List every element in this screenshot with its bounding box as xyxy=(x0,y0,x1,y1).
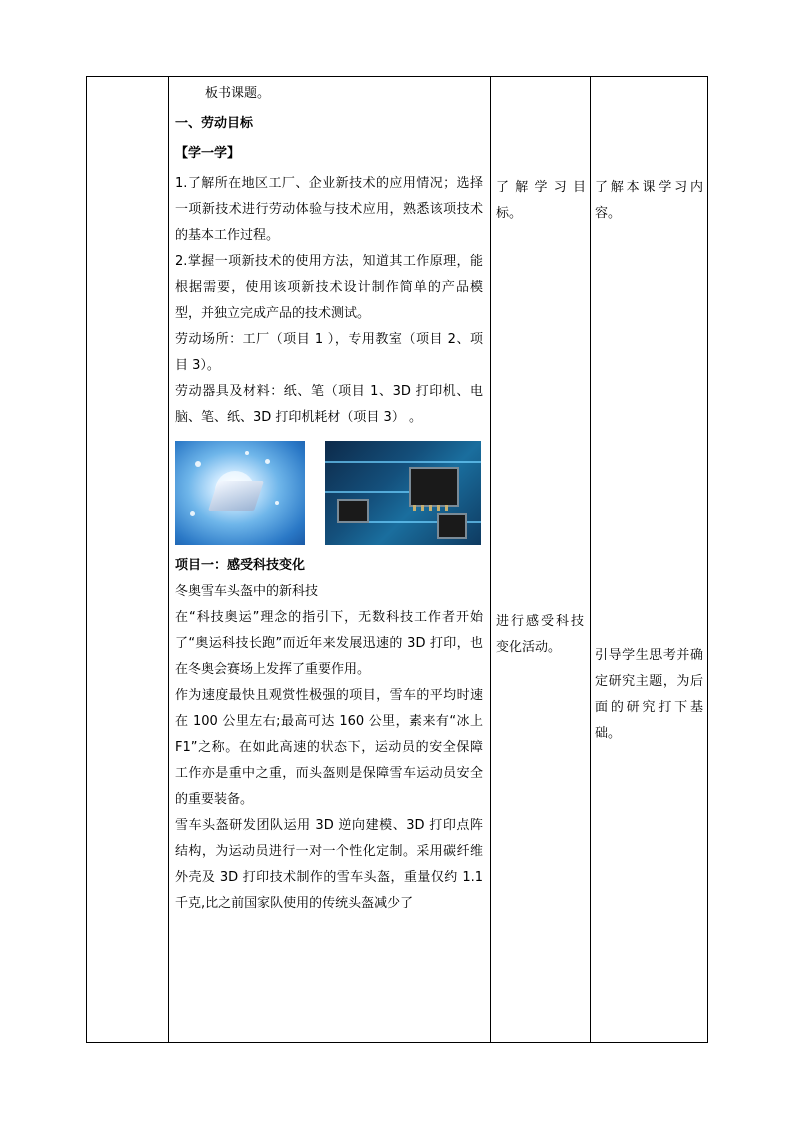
column-divider xyxy=(490,77,491,1042)
project-title: 项目一：感受科技变化 xyxy=(175,558,306,573)
circuit-board-image xyxy=(325,441,481,545)
teaching-content-cell xyxy=(169,77,489,917)
student-activity-1: 了解学习目标。 xyxy=(496,180,586,221)
design-purpose-2: 引导学生思考并确定研究主题，为后面的研究打下基础。 xyxy=(595,648,703,741)
materials-text: 劳动器具及材料：纸、笔（项目 1、3D 打印机、电脑、笔、纸、3D 打印机耗材（项目 3） 。 xyxy=(175,384,483,425)
lesson-table xyxy=(86,76,708,1043)
section-title: 一、劳动目标 xyxy=(175,116,254,131)
design-purpose-1: 了解本课学习内容。 xyxy=(595,180,703,221)
illustration-row xyxy=(175,441,483,545)
goal-2: 2.掌握一项新技术的使用方法，知道其工作原理，能根据需要，使用该项新技术设计制作简单的产品模型，并独立完成产品的技术测试。 xyxy=(175,254,483,321)
paragraph-1: 在“科技奥运”理念的指引下，无数科技工作者开始了“奥运科技长跑”而近年来发展迅速的 3D 打印，也在冬奥会赛场上发挥了重要作用。 xyxy=(175,610,483,677)
tech-laptop-image xyxy=(175,441,305,545)
paragraph-2: 作为速度最快且观赏性极强的项目，雪车的平均时速在 100 公里左右;最高可达 160 公里，素来有“冰上 F1”之称。在如此高速的状态下，运动员的安全保障工作亦是重中之重，而头盔则是保障雪车运动员安全的重要装备。 xyxy=(175,688,483,807)
student-activity-2: 进行感受科技变化活动。 xyxy=(496,614,584,655)
project-subtitle: 冬奥雪车头盔中的新科技 xyxy=(175,584,319,599)
paragraph-3: 雪车头盔研发团队运用 3D 逆向建模、3D 打印点阵结构，为运动员进行一对一个性化定制。采用碳纤维外壳及 3D 打印技术制作的雪车头盔，重量仅约 1.1 千克,比之前国家队使用的传统头盔减少了 xyxy=(175,818,483,911)
location-text: 劳动场所：工厂（项目 1 ），专用教室（项目 2、项目 3）。 xyxy=(175,332,483,373)
intro-text: 板书课题。 xyxy=(205,86,271,101)
column-divider xyxy=(590,77,591,1042)
goal-1: 1.了解所在地区工厂、企业新技术的应用情况；选择一项新技术进行劳动体验与技术应用，熟悉该项技术的基本工作过程。 xyxy=(175,176,483,243)
learn-tag: 【学一学】 xyxy=(175,146,241,161)
